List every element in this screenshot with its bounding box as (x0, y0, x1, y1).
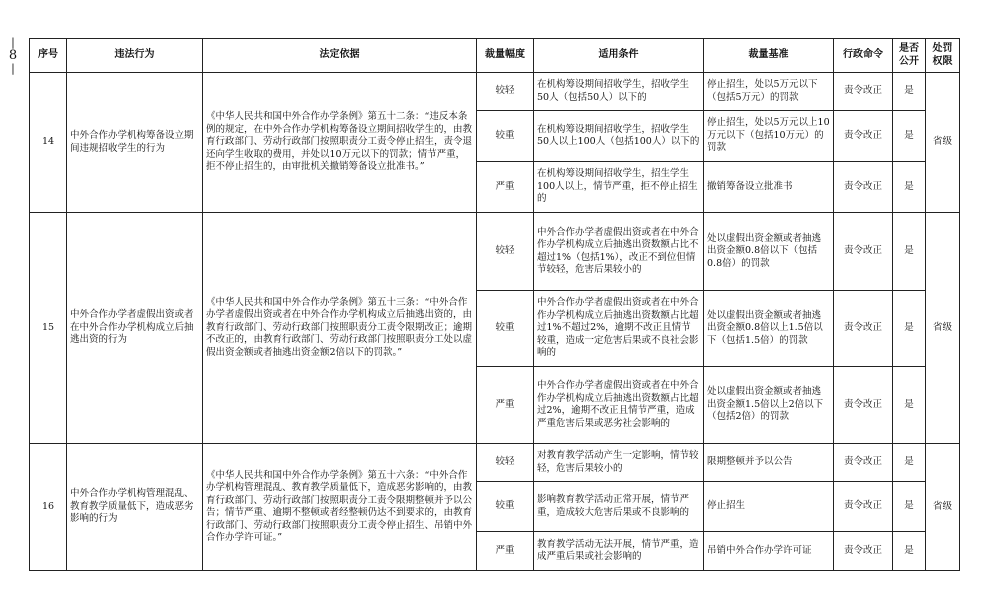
row-pub: 是 (893, 73, 926, 111)
row-act: 中外合作办学机构筹备设立期间违规招收学生的行为 (67, 73, 203, 213)
row-cmd: 责令改正 (834, 532, 893, 571)
row-range: 严重 (477, 367, 534, 444)
row-auth: 省级 (926, 73, 960, 213)
row-auth: 省级 (926, 444, 960, 571)
header-act: 违法行为 (67, 39, 203, 73)
row-std: 停止招生，处以5万元以上10万元以下（包括10万元）的罚款 (704, 111, 834, 162)
header-basis: 法定依据 (203, 39, 477, 73)
row-cmd: 责令改正 (834, 367, 893, 444)
row-cond: 对教育教学活动产生一定影响，情节较轻，危害后果较小的 (534, 444, 704, 482)
header-range: 裁量幅度 (477, 39, 534, 73)
row-std: 停止招生，处以5万元以下（包括5万元）的罚款 (704, 73, 834, 111)
row-pub: 是 (893, 291, 926, 367)
row-range: 较轻 (477, 444, 534, 482)
header-std: 裁量基准 (704, 39, 834, 73)
row-seq: 14 (30, 73, 67, 213)
table-row (30, 73, 960, 111)
row-pub: 是 (893, 162, 926, 213)
row-pub: 是 (893, 367, 926, 444)
row-basis: 《中华人民共和国中外合作办学条例》第五十二条：“违反本条例的规定，在中外合作办学机构筹备设立期间招收学生的，由教育行政部门、劳动行政部门按照职责分工责令停止招生，责令退还向学生收取的费用，并处以10万元以下的罚款；情节严重，拒不停止招生的，由审批机关撤销筹备设立批准书。” (203, 73, 477, 213)
row-cond: 影响教育教学活动正常开展，情节严重，造成较大危害后果或不良影响的 (534, 482, 704, 532)
row-cmd: 责令改正 (834, 213, 893, 291)
row-cmd: 责令改正 (834, 162, 893, 213)
row-cmd: 责令改正 (834, 291, 893, 367)
row-cond: 在机构筹设期间招收学生，招收学生50人（包括50人）以下的 (534, 73, 704, 111)
row-act: 中外合作办学机构管理混乱、教育教学质量低下，造成恶劣影响的行为 (67, 444, 203, 571)
row-std: 处以虚假出资金额或者抽逃出资金额1.5倍以上2倍以下（包括2倍）的罚款 (704, 367, 834, 444)
row-auth: 省级 (926, 213, 960, 444)
page-mark-top: | (11, 36, 15, 49)
row-pub: 是 (893, 482, 926, 532)
penalty-discretion-table (29, 38, 960, 571)
row-cond: 中外合作办学者虚假出资或者在中外合作办学机构成立后抽逃出资数额占比超过1%不超过2%，逾期不改正且情节较重，造成一定危害后果或不良社会影响的 (534, 291, 704, 367)
row-seq: 15 (30, 213, 67, 444)
row-basis: 《中华人民共和国中外合作办学条例》第五十三条：“中外合作办学者虚假出资或者在中外合作办学机构成立后抽逃出资的，由教育行政部门、劳动行政部门按照职责分工责令限期改正；逾期不改正的，由教育行政部门、劳动行政部门按照职责分工处以虚假出资金额或者抽逃出资金额2倍以下的罚款。” (203, 213, 477, 444)
row-range: 较重 (477, 482, 534, 532)
table-row (30, 444, 960, 482)
row-cond: 教育教学活动无法开展，情节严重，造成严重后果或社会影响的 (534, 532, 704, 571)
row-range: 严重 (477, 532, 534, 571)
row-pub: 是 (893, 444, 926, 482)
row-range: 较重 (477, 111, 534, 162)
header-pub: 是否公开 (893, 39, 926, 73)
page-number-mark (4, 38, 22, 74)
row-range: 较轻 (477, 213, 534, 291)
row-std: 吊销中外合作办学许可证 (704, 532, 834, 571)
row-pub: 是 (893, 213, 926, 291)
page-mark-bottom: | (11, 62, 15, 75)
row-cond: 中外合作办学者虚假出资或者在中外合作办学机构成立后抽逃出资数额占比不超过1%（包括1%），改正不到位但情节较轻，危害后果较小的 (534, 213, 704, 291)
row-cmd: 责令改正 (834, 482, 893, 532)
row-range: 较重 (477, 291, 534, 367)
row-cond: 中外合作办学者虚假出资或者在中外合作办学机构成立后抽逃出资数额占比超过2%，逾期不改正且情节严重，造成严重危害后果或恶劣社会影响的 (534, 367, 704, 444)
row-range: 较轻 (477, 73, 534, 111)
row-act: 中外合作办学者虚假出资或者在中外合作办学机构成立后抽逃出资的行为 (67, 213, 203, 444)
row-std: 停止招生 (704, 482, 834, 532)
row-range: 严重 (477, 162, 534, 213)
row-basis: 《中华人民共和国中外合作办学条例》第五十六条：“中外合作办学机构管理混乱、教育教学质量低下，造成恶劣影响的，由教育行政部门、劳动行政部门按照职责分工责令限期整顿并予以公告；情节严重、逾期不整顿或者经整顿仍达不到要求的，由教育行政部门、劳动行政部门按照职责分工责令停止招生、吊销中外合作办学许可证。” (203, 444, 477, 571)
row-std: 撤销筹备设立批准书 (704, 162, 834, 213)
header-cond: 适用条件 (534, 39, 704, 73)
page-mark-number: 8 (8, 48, 18, 63)
header-row (30, 39, 960, 73)
row-cmd: 责令改正 (834, 444, 893, 482)
header-auth: 处罚权限 (926, 39, 960, 73)
row-std: 处以虚假出资金额或者抽逃出资金额0.8倍以上1.5倍以下（包括1.5倍）的罚款 (704, 291, 834, 367)
row-pub: 是 (893, 111, 926, 162)
row-pub: 是 (893, 532, 926, 571)
row-cond: 在机构筹设期间招收学生，招生学生100人以上，情节严重，拒不停止招生的 (534, 162, 704, 213)
table-row (30, 213, 960, 291)
row-std: 处以虚假出资金额或者抽逃出资金额0.8倍以下（包括0.8倍）的罚款 (704, 213, 834, 291)
header-seq: 序号 (30, 39, 67, 73)
row-seq: 16 (30, 444, 67, 571)
row-cmd: 责令改正 (834, 111, 893, 162)
header-cmd: 行政命令 (834, 39, 893, 73)
row-cond: 在机构筹设期间招收学生，招收学生50人以上100人（包括100人）以下的 (534, 111, 704, 162)
row-cmd: 责令改正 (834, 73, 893, 111)
row-std: 限期整顿并予以公告 (704, 444, 834, 482)
